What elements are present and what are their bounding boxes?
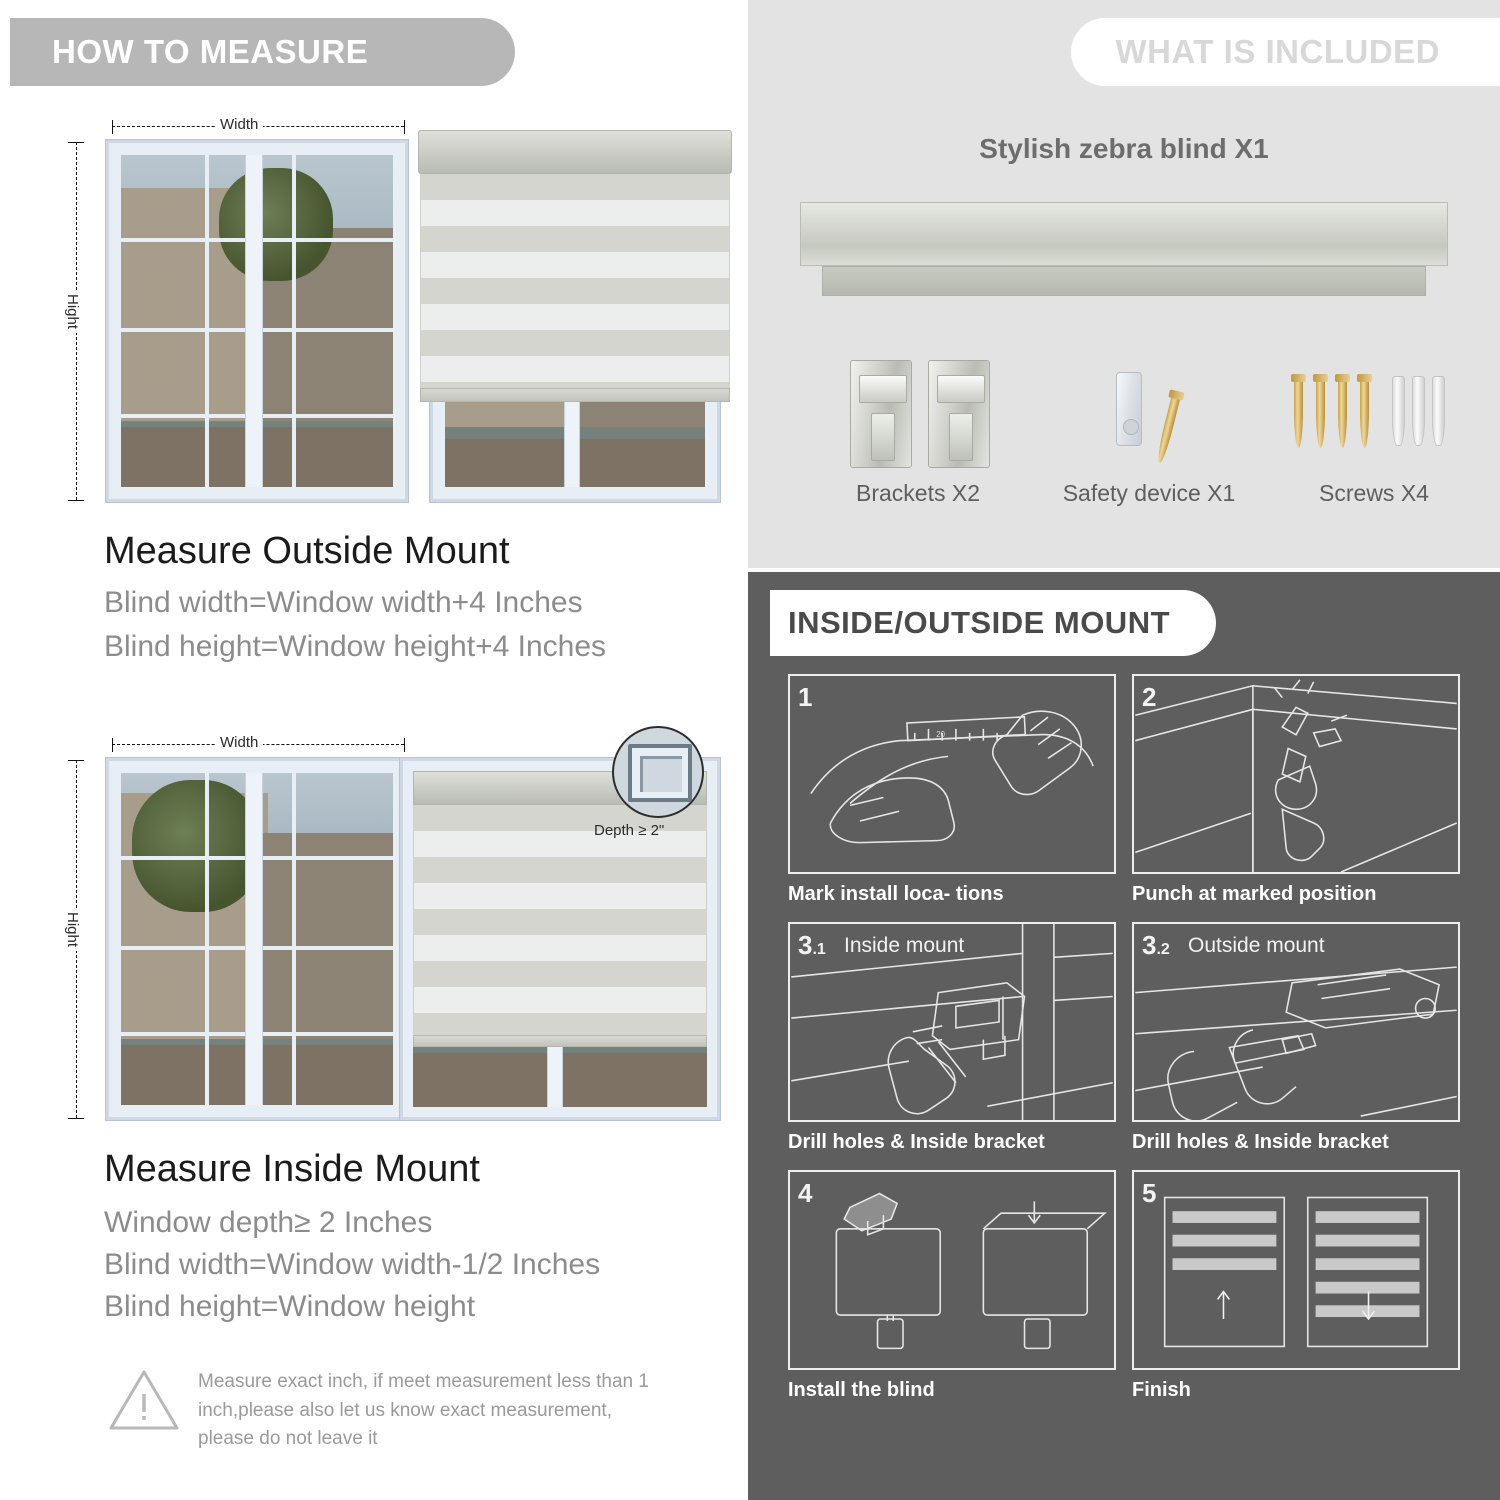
wall-anchor-icon bbox=[1432, 376, 1445, 446]
what-is-included-tab: WHAT IS INCLUDED bbox=[1071, 18, 1500, 86]
step-caption: Mark install loca- tions bbox=[788, 883, 1004, 905]
inside-width-label: Width bbox=[215, 734, 263, 751]
install-steps-grid bbox=[788, 674, 1460, 1402]
inside-mount-diagram bbox=[60, 730, 720, 1130]
outside-height-label: Hight bbox=[64, 290, 81, 333]
part-safety-device bbox=[1040, 352, 1258, 522]
tree bbox=[219, 168, 333, 281]
building-near bbox=[262, 833, 393, 1039]
step-number: 1 bbox=[798, 682, 813, 712]
install-step bbox=[1132, 674, 1460, 906]
step-number: 3.2 bbox=[1142, 930, 1170, 960]
headrail-bottom bbox=[822, 266, 1426, 296]
step-number: 5 bbox=[1142, 1178, 1157, 1208]
how-to-measure-panel bbox=[0, 0, 742, 1500]
inside-mount-line-3: Blind height=Window height bbox=[104, 1290, 476, 1323]
step-number: 3.1 bbox=[798, 930, 826, 960]
window-without-blind bbox=[106, 758, 408, 1120]
step-illustration-5 bbox=[1132, 1170, 1460, 1370]
how-to-measure-tab: HOW TO MEASURE bbox=[10, 18, 515, 86]
included-parts-row bbox=[748, 352, 1500, 522]
grid-line bbox=[292, 155, 296, 487]
what-is-included-panel bbox=[748, 0, 1500, 568]
step-illustration-1 bbox=[788, 674, 1116, 874]
window-glass bbox=[121, 773, 393, 1105]
tick bbox=[112, 120, 113, 134]
screw-icon bbox=[1360, 374, 1369, 448]
screw-icon bbox=[1338, 374, 1347, 448]
step-illustration-3-1 bbox=[788, 922, 1116, 1122]
part-brackets bbox=[788, 352, 1048, 522]
inside-outside-mount-tab: INSIDE/OUTSIDE MOUNT bbox=[770, 590, 1216, 656]
zebra-stripes bbox=[414, 805, 706, 1035]
step-illustration-2 bbox=[1132, 674, 1460, 874]
warning-icon bbox=[108, 1368, 180, 1432]
tick bbox=[68, 142, 84, 143]
install-step bbox=[788, 674, 1116, 906]
step-caption: Drill holes & Inside bracket bbox=[1132, 1131, 1389, 1153]
step-caption: Drill holes & Inside bracket bbox=[788, 1131, 1045, 1153]
step-caption: Finish bbox=[1132, 1379, 1191, 1401]
install-step bbox=[1132, 1170, 1460, 1402]
tick bbox=[112, 738, 113, 752]
grid-line bbox=[292, 773, 296, 1105]
wall-anchor-icon bbox=[1392, 376, 1405, 446]
outside-mount-title: Measure Outside Mount bbox=[104, 530, 510, 572]
install-step bbox=[1132, 922, 1460, 1154]
inside-mount-title: Measure Inside Mount bbox=[104, 1148, 480, 1190]
depth-label: Depth ≥ 2" bbox=[594, 822, 665, 839]
step-illustration-4 bbox=[788, 1170, 1116, 1370]
grid-line bbox=[205, 773, 209, 1105]
part-screws bbox=[1260, 352, 1488, 522]
window-glass bbox=[121, 155, 393, 487]
headrail-top bbox=[800, 202, 1448, 266]
step-inline-title: Inside mount bbox=[844, 934, 965, 957]
step-caption: Install the blind bbox=[788, 1379, 935, 1401]
step-inline-title: Outside mount bbox=[1188, 934, 1325, 957]
inside-outside-mount-panel bbox=[748, 572, 1500, 1500]
tick bbox=[68, 500, 84, 501]
depth-callout bbox=[612, 726, 704, 818]
outside-width-label: Width bbox=[215, 116, 263, 133]
bracket-icon bbox=[928, 360, 990, 468]
install-step bbox=[788, 1170, 1116, 1402]
step-illustration-3-2 bbox=[1132, 922, 1460, 1122]
tick bbox=[404, 738, 405, 752]
center-mullion bbox=[246, 773, 262, 1105]
window-without-blind bbox=[106, 140, 408, 502]
outside-mount-line-1: Blind width=Window width+4 Inches bbox=[104, 586, 583, 619]
blind-fabric bbox=[420, 174, 730, 388]
tick bbox=[404, 120, 405, 134]
blind-bottom-rail bbox=[420, 388, 730, 402]
safety-device-icon bbox=[1116, 372, 1142, 446]
included-main-item-label: Stylish zebra blind X1 bbox=[979, 133, 1269, 164]
part-brackets-label: Brackets X2 bbox=[856, 480, 980, 506]
screw-icon bbox=[1294, 374, 1303, 448]
screw-icon bbox=[1316, 374, 1325, 448]
measure-note bbox=[108, 1368, 668, 1454]
tick bbox=[68, 760, 84, 761]
inside-mount-line-1: Window depth≥ 2 Inches bbox=[104, 1206, 433, 1239]
tree bbox=[132, 780, 263, 913]
measure-note-text: Measure exact inch, if meet measurement less than 1 inch,please also let us know exact measurement, please do not leave it bbox=[198, 1371, 649, 1449]
step-number: 4 bbox=[798, 1178, 813, 1208]
blind-fabric bbox=[413, 805, 707, 1035]
blind-headrail bbox=[418, 130, 732, 174]
svg-text:20: 20 bbox=[936, 729, 946, 739]
install-step bbox=[788, 922, 1116, 1154]
tick bbox=[68, 1118, 84, 1119]
outside-mount-diagram bbox=[60, 112, 720, 512]
part-screws-label: Screws X4 bbox=[1319, 480, 1429, 506]
inside-mount-line-2: Blind width=Window width-1/2 Inches bbox=[104, 1248, 601, 1281]
step-number: 2 bbox=[1142, 682, 1157, 712]
center-mullion bbox=[246, 155, 262, 487]
bracket-icon bbox=[850, 360, 912, 468]
inside-height-label: Hight bbox=[64, 908, 81, 951]
step-caption: Punch at marked position bbox=[1132, 883, 1377, 905]
grid-line bbox=[205, 155, 209, 487]
part-safety-device-label: Safety device X1 bbox=[1062, 480, 1236, 506]
outside-mount-line-2: Blind height=Window height+4 Inches bbox=[104, 630, 607, 663]
wall-anchor-icon bbox=[1412, 376, 1425, 446]
screw-icon bbox=[1155, 390, 1182, 464]
zebra-stripes bbox=[421, 174, 729, 388]
zebra-blind-headrail-product bbox=[800, 202, 1448, 302]
blind-bottom-rail bbox=[413, 1035, 707, 1047]
